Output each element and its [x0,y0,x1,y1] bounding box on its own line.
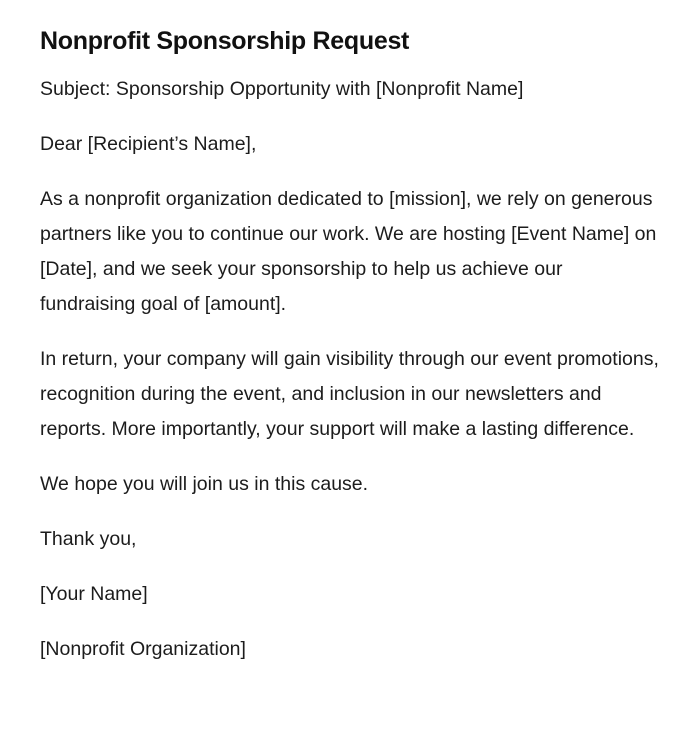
closing-line: We hope you will join us in this cause. [40,473,369,495]
subject-line: Subject: Sponsorship Opportunity with [Nonprofit Name] [40,78,524,100]
greeting: Dear [Recipient’s Name], [40,133,257,155]
body-paragraph-1: As a nonprofit organization dedicated to [mission], we rely on generous partners like you to continue our work. We are hosting [Event Name] on [Date], and we seek your sponsorship to help us achieve our fundraising goal of [amount]. [40,188,657,315]
sign-off: Thank you, [40,528,137,550]
sender-organization: [Nonprofit Organization] [40,638,246,660]
sender-name: [Your Name] [40,583,148,605]
document-title: Nonprofit Sponsorship Request [40,27,410,55]
body-paragraph-2: In return, your company will gain visibility through our event promotions, recognition during the event, and inclusion in our newsletters and reports. More importantly, your support will make a lasting difference. [40,348,659,440]
